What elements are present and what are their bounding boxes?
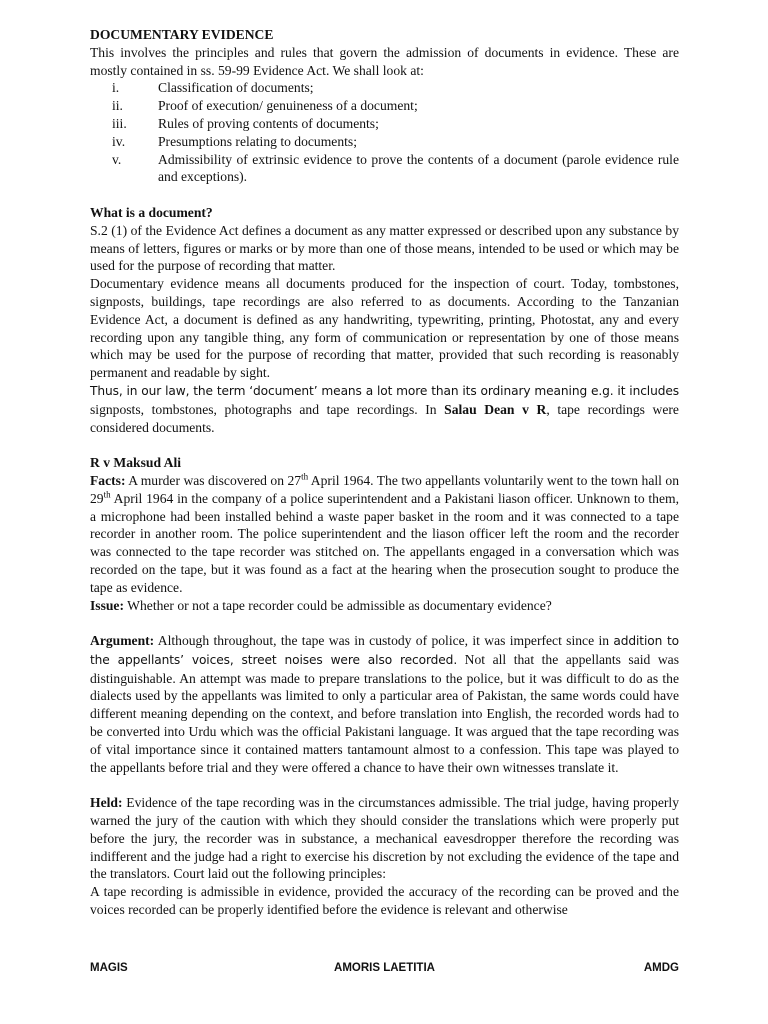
principle-paragraph: A tape recording is admissible in evidence, provided the accuracy of the recording can be proved and the voices recorded can be properly identified before the evidence is relevant and otherwise (90, 884, 679, 918)
issue-paragraph: Issue: Whether or not a tape recorder could be admissible as documentary evidence? (90, 597, 552, 613)
facts-label: Facts: (90, 472, 126, 488)
document-body (90, 26, 679, 919)
held-label: Held: (90, 795, 123, 811)
list-number: i. (112, 80, 120, 96)
footer-right: AMDG (643, 962, 679, 974)
list-text: Admissibility of extrinsic evidence to prove the contents of a document (parole evidence rule and exceptions). (158, 151, 679, 185)
intro-paragraph: This involves the principles and rules that govern the admission of documents in evidence. These are mostly contained in ss. 59-99 Evidence Act. We shall look at: (90, 44, 679, 78)
case-heading: R v Maksud Ali (90, 455, 182, 471)
facts-paragraph: Facts: A murder was discovered on 27th April 1964. The two appellants voluntarily went to the town hall on 29th April 1964 in the company of a police superintendent and a Pakistani liason officer. Unknown to them, a microphone had been installed behind a waste paper basket in the room and it was connected to a tape recorder in another room. The police superintendent and the liason officer left the room and the recorder was connected to the tape recorder was stitched on. The appellants engaged in a conversation which was recorded on the tape, but it was found as a fact at the hearing when the prosecution sought to produce the tape as evidence. (90, 471, 679, 595)
our-law-sans-text: Thus, in our law, the term ‘document’ means a lot more than its ordinary meaning e.g. it includes (90, 383, 679, 398)
documentary-evidence-paragraph: Documentary evidence means all documents produced for the inspection of court. Today, tombstones, signposts, buildings, tape recordings are also referred to as documents. According to the Tanzanian Evidence Act, a document is defined as any handwriting, typewriting, printing, Photostat, any and every recording upon any tangible thing, any form of communication or representation by one of those means which may be used for the purpose of recording that matter, provided that such recording is reasonably permanent and readable by sight. (90, 276, 679, 381)
list-number: ii. (112, 98, 123, 114)
our-law-paragraph: Thus, in our law, the term ‘document’ means a lot more than its ordinary meaning e.g. it includes signposts, tombstones, photographs and tape recordings. In Salau Dean v R, tape recordings were considered documents. (90, 383, 679, 435)
document-definition-heading: What is a document? (90, 204, 213, 220)
list-text: Classification of documents; (158, 80, 314, 96)
argument-label: Argument: (90, 633, 155, 649)
list-text: Proof of execution/ genuineness of a document; (158, 98, 418, 114)
list-item (90, 115, 679, 133)
list-number: v. (112, 151, 122, 167)
list-number: iii. (112, 115, 127, 131)
case-citation: Salau Dean v R (444, 401, 547, 417)
list-number: iv. (112, 133, 126, 149)
document-title: DOCUMENTARY EVIDENCE (90, 27, 274, 42)
footer-center: AMORIS LAETITIA (334, 962, 435, 974)
list-item (90, 79, 679, 97)
argument-paragraph: Argument: Although throughout, the tape was in custody of police, it was imperfect since in addition to the appellants’ voices, street noises were also recorded. Not all that the appellants said was distinguishable. An attempt was made to prepare translations to the police, but it was difficult to do as the dialects used by the appellants was limited to only a particular area of Pakistan, the same words could have different meaning depending on the context, and before translation into English, the recorded words had to be converted into Urdu which was the official Pakistani language. It was argued that the tape recording was of vital importance since it contained matters tantamount almost to a confession. This tape was played to the appellants before trial and they were offered a chance to have their own witnesses translate it. (90, 633, 680, 775)
list-item (90, 97, 679, 115)
list-text: Presumptions relating to documents; (158, 133, 357, 149)
page-footer (90, 962, 679, 980)
list-item (90, 133, 679, 151)
list-text: Rules of proving contents of documents; (158, 115, 379, 131)
held-paragraph: Held: Evidence of the tape recording was in the circumstances admissible. The trial judge, having properly warned the jury of the caution with which they should consider the translations which were properly put before the jury, the recorder was in substance, a mechanical eavesdropper therefore the recording was indifferent and the judge had a right to exercise his discretion by not excluding the evidence of the tape and the translators. Court laid out the following principles: (90, 795, 679, 882)
topic-list (90, 79, 679, 186)
issue-label: Issue: (90, 597, 124, 613)
list-item (90, 151, 679, 187)
definition-paragraph: S.2 (1) of the Evidence Act defines a document as any matter expressed or described upon any substance by means of letters, figures or marks or by more than one of those means, intended to be used or which may be used for the purpose of recording that matter. (90, 222, 679, 274)
footer-left: MAGIS (90, 962, 128, 974)
